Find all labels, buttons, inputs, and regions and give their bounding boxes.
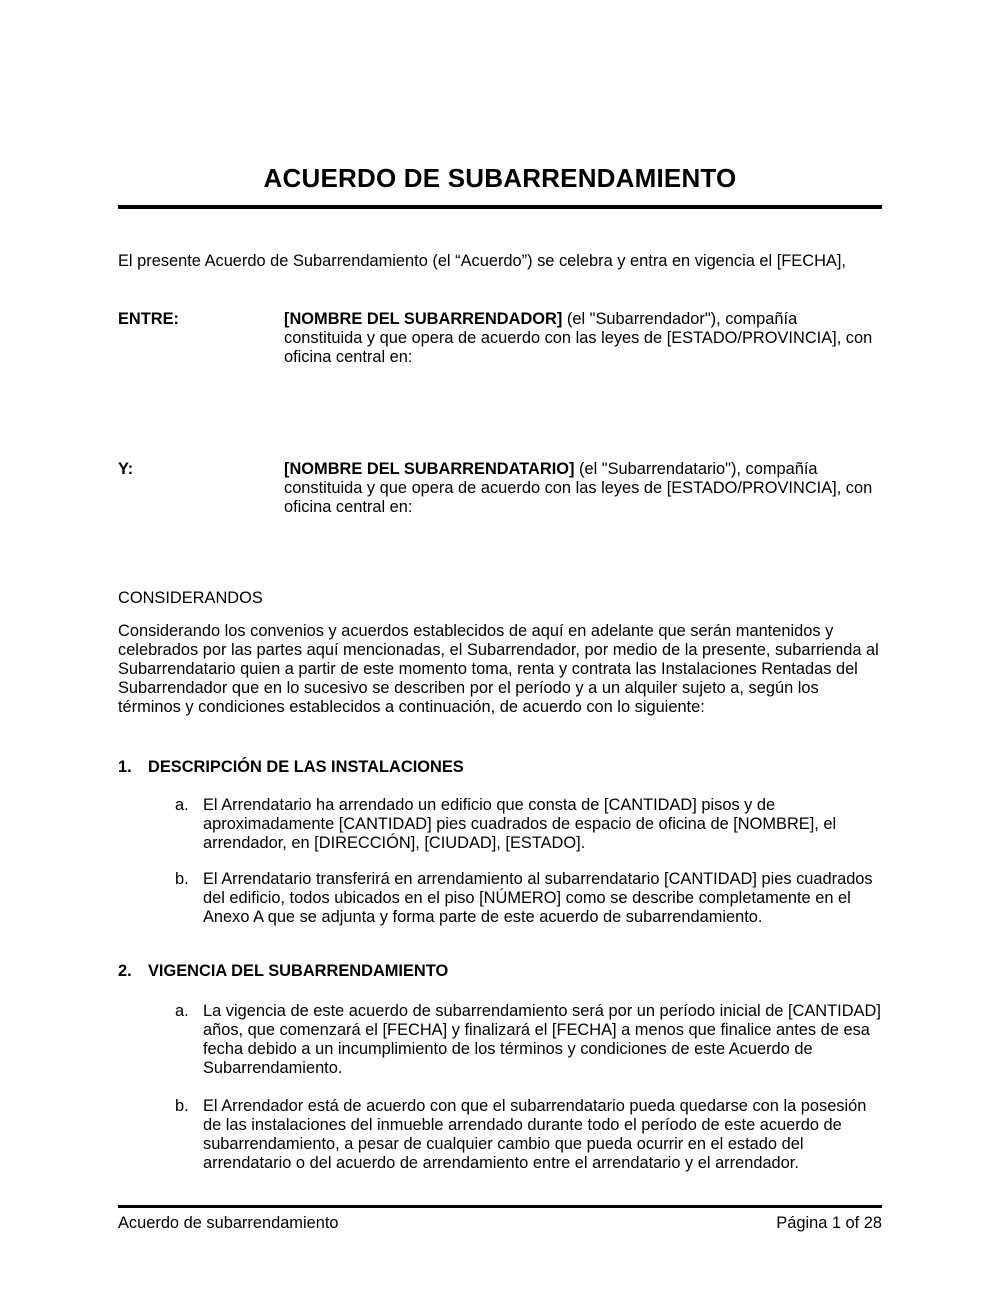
item-1a-text: El Arrendatario ha arrendado un edificio que consta de [CANTIDAD] pisos y de aproximadamente [CANTIDAD] pies cuadrados de espacio de oficina de [NOMBRE], el arrendador, en [DIRECCIÓN], [CIUDAD], [ESTADO].: [203, 796, 837, 852]
party-row-y: [118, 460, 882, 517]
party-description-sublessee: (el "Subarrendatario"), compañía constituida y que opera de acuerdo con las leyes de [ESTADO/PROVINCIA], con oficina central en:: [284, 460, 873, 516]
footer-rule: [118, 1205, 882, 1208]
party-name-sublessee: [NOMBRE DEL SUBARRENDATARIO]: [284, 460, 575, 478]
list-item-1a: [118, 796, 882, 853]
section-2-number: 2.: [118, 962, 132, 980]
section-1-title: DESCRIPCIÓN DE LAS INSTALACIONES: [148, 758, 464, 776]
considerandos-paragraph: Considerando los convenios y acuerdos establecidos de aquí en adelante que serán mantenidos y celebrados por las partes aquí mencionadas, el Subarrendador, por medio de la presente, subarrienda al Subarrendatario quien a partir de este momento toma, renta y contrata las Instalaciones Rentadas del Subarrendador que en lo sucesivo se describen por el período y a un alquiler sujeto a, según los términos y condiciones establecidos a continuación, de acuerdo con lo siguiente:: [118, 622, 879, 716]
list-item-2a: [118, 1002, 882, 1078]
document-title: ACUERDO DE SUBARRENDAMIENTO: [263, 163, 737, 193]
document-content: [0, 163, 1000, 1173]
list-item-1b: [118, 870, 882, 927]
section-1-number: 1.: [118, 758, 132, 776]
item-2a-text: La vigencia de este acuerdo de subarrendamiento será por un período inicial de [CANTIDAD] años, que comenzará el [FECHA] y finalizará el [FECHA] a menos que finalice antes de esa fecha debido a un incumplimiento de los términos y condiciones de este Acuerdo de Subarrendamiento.: [203, 1002, 881, 1077]
considerandos-heading: CONSIDERANDOS: [118, 589, 263, 607]
page-footer: [118, 1205, 882, 1233]
item-1a-letter: a.: [175, 796, 189, 814]
section-2-title: VIGENCIA DEL SUBARRENDAMIENTO: [148, 962, 449, 980]
party-name-sublessor: [NOMBRE DEL SUBARRENDADOR]: [284, 310, 563, 328]
item-1b-text: El Arrendatario transferirá en arrendamiento al subarrendatario [CANTIDAD] pies cuadrados del edificio, todos ubicados en el piso [NÚMERO] como se describe completamente en el Anexo A que se adjunta y forma parte de este acuerdo de subarrendamiento.: [203, 870, 873, 926]
party-description-sublessor: (el "Subarrendador"), compañía constituida y que opera de acuerdo con las leyes de [ESTADO/PROVINCIA], con oficina central en:: [284, 310, 873, 366]
item-2b-letter: b.: [175, 1097, 189, 1115]
footer-document-title: Acuerdo de subarrendamiento: [118, 1214, 339, 1232]
intro-paragraph: El presente Acuerdo de Subarrendamiento (el “Acuerdo”) se celebra y entra en vigencia el [FECHA],: [118, 252, 846, 270]
party-row-entre: [118, 310, 882, 367]
footer-row: [118, 1214, 882, 1233]
party-label-y: Y:: [118, 460, 134, 478]
party-label-entre: ENTRE:: [118, 310, 180, 328]
title-rule: [118, 205, 882, 209]
list-item-2b: [118, 1097, 882, 1173]
section-1-heading: [118, 758, 882, 777]
party-text-entre: [284, 310, 879, 367]
item-2a-letter: a.: [175, 1002, 189, 1020]
item-1b-letter: b.: [175, 870, 189, 888]
party-text-y: [284, 460, 879, 517]
footer-page-number: Página 1 of 28: [776, 1214, 882, 1232]
section-2-heading: [118, 962, 882, 981]
item-2b-text: El Arrendador está de acuerdo con que el subarrendatario pueda quedarse con la posesión de las instalaciones del inmueble arrendado durante todo el período de este acuerdo de subarrendamiento, a pesar de cualquier cambio que pueda ocurrir en el estado del arrendatario o del acuerdo de arrendamiento entre el arrendatario y el arrendador.: [203, 1097, 867, 1172]
